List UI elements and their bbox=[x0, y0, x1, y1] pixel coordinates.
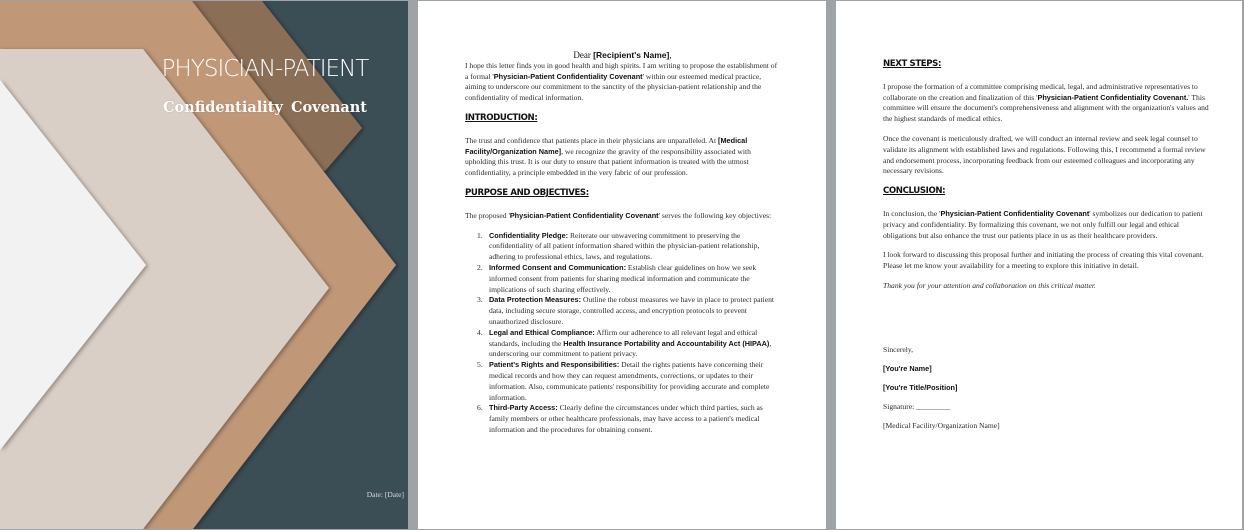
sender-organization: [Medical Facility/Organization Name] bbox=[883, 420, 1000, 430]
cover-date bbox=[367, 490, 404, 499]
objective-item bbox=[477, 263, 780, 295]
objectives-list bbox=[477, 231, 780, 436]
introduction-paragraph bbox=[465, 136, 780, 179]
conclusion-heading: CONCLUSION: bbox=[883, 186, 946, 197]
closing: Sincerely, bbox=[883, 344, 914, 354]
covenant-name: Physician-Patient Confidentiality Covenant bbox=[493, 71, 643, 81]
date-label: Date: bbox=[366, 490, 383, 499]
sender-name-row bbox=[883, 364, 1213, 375]
salutation-suffix: , bbox=[669, 50, 672, 60]
sender-name: [You're Name] bbox=[883, 363, 932, 373]
objective-title: Data Protection Measures: bbox=[489, 295, 582, 305]
covenant-name: Physician-Patient Confidentiality Covenant. bbox=[1037, 92, 1189, 102]
salutation-prefix: Dear bbox=[573, 50, 594, 60]
cover-title: PHYSICIAN-PATIENT bbox=[161, 56, 369, 82]
covenant-name: Physician-Patient Confidentiality Covenant bbox=[509, 210, 659, 220]
objective-item bbox=[477, 231, 780, 263]
text: In conclusion, the ' bbox=[883, 208, 941, 218]
cover-subtitle: Confidentiality Covenant bbox=[162, 99, 368, 116]
item-number: 5. bbox=[477, 360, 483, 370]
organization-name: [Medical Facility/Organization Name] bbox=[465, 135, 748, 156]
text: The proposed ' bbox=[465, 210, 510, 220]
purpose-paragraph bbox=[465, 211, 780, 222]
signature-row bbox=[883, 402, 1213, 413]
text: ' symbolizes our dedication to patient privacy and confidentiality. By formalizing this covenant, we not only fulfill our legal and ethical obligations but also enhance the trust our patients place in us as their healthcare providers. bbox=[883, 208, 1203, 240]
intro-paragraph bbox=[465, 61, 780, 104]
text: ' serves the following key objectives: bbox=[658, 210, 772, 220]
item-number: 6. bbox=[477, 403, 483, 413]
next-steps-paragraph-1 bbox=[883, 82, 1213, 125]
recipient-name: [Recipient's Name] bbox=[593, 50, 670, 60]
objective-text: Establish clear guidelines on how we seek informed consent from patients for sharing medical information and communicate the implications of such sharing effectively. bbox=[489, 262, 757, 294]
cover-page bbox=[0, 1, 408, 529]
letter-page-1 bbox=[418, 1, 826, 529]
objective-item bbox=[477, 328, 780, 360]
conclusion-paragraph-1 bbox=[883, 209, 1213, 241]
objective-text: Detail the rights patients have concerning their medical records and how they can request amendments, corrections, or updates to their information. Also, communicate patients' responsibility for providing accurate and complete information. bbox=[489, 360, 770, 402]
signature-line: _________ bbox=[916, 401, 951, 411]
date-value: [Date] bbox=[384, 490, 404, 499]
item-number: 3. bbox=[477, 295, 483, 305]
conclusion-paragraph-2: I look forward to discussing this proposal further and initiating the process of creating this vital covenant. Please let me know your availability for a meeting to explore this initiative in detail. bbox=[883, 250, 1204, 271]
text: ' This committee will ensure the document's comprehensiveness and alignment with the organization's values and the highest standards of medical ethics. bbox=[883, 92, 1209, 124]
page-1-body bbox=[465, 50, 780, 436]
salutation bbox=[465, 50, 780, 61]
objective-text: Affirm our adherence to all relevant legal and ethical standards, including the bbox=[489, 327, 758, 348]
covenant-name: Physician-Patient Confidentiality Covenant bbox=[940, 208, 1090, 218]
item-number: 2. bbox=[477, 262, 483, 272]
objective-text: Clearly define the circumstances under which third parties, such as family members or other healthcare professionals, may have access to a patient's medical information and the procedures for obtaining consent. bbox=[489, 403, 763, 434]
objective-title: Confidentiality Pledge: bbox=[489, 230, 569, 240]
text: The trust and confidence that patients place in their physicians are unparalleled. At bbox=[465, 135, 719, 145]
next-steps-heading: NEXT STEPS: bbox=[883, 59, 941, 69]
introduction-heading: INTRODUCTION: bbox=[465, 112, 538, 123]
objective-title: Legal and Ethical Compliance: bbox=[489, 327, 595, 337]
closing-thanks: Thank you for your attention and collaboration on this critical matter. bbox=[883, 280, 1096, 290]
purpose-heading: PURPOSE AND OBJECTIVES: bbox=[465, 187, 589, 198]
text: ' within our esteemed medical practice, aiming to underscore our commitment to the sanctity of the physician-patient relationship and the confidentiality of medical information. bbox=[465, 71, 762, 103]
objective-text: Outline the robust measures we have in place to protect patient data, including secure storage, controlled access, and encryption protocols to prevent unauthorized disclosure. bbox=[489, 295, 775, 326]
next-steps-paragraph-2: Once the covenant is meticulously drafted, we will conduct an internal review and seek legal counsel to validate its alignment with established laws and regulations. Following this, I recommend a formal review and endorsement process, incorporating feedback from our esteemed colleagues and incorporating any necessary revisions. bbox=[883, 133, 1206, 176]
objective-title: Patient's Rights and Responsibilities: bbox=[489, 360, 620, 370]
signature-block bbox=[883, 345, 1213, 432]
sender-title: [You're Title/Position] bbox=[883, 382, 958, 392]
letter-page-2 bbox=[836, 1, 1242, 529]
hipaa-reference: Health Insurance Portability and Accountability Act (HIPAA) bbox=[563, 338, 770, 348]
objective-item bbox=[477, 360, 780, 403]
item-number: 1. bbox=[477, 230, 483, 240]
objective-item bbox=[477, 295, 780, 327]
sender-title-row bbox=[883, 383, 1213, 394]
signature-label: Signature: bbox=[883, 401, 915, 411]
item-number: 4. bbox=[477, 327, 483, 337]
text: , we recognize the gravity of the responsibility associated with upholding this trust. It is our duty to ensure that patient information is treated with the utmost confidentiality, a principle embedded in the very fabric of our profession. bbox=[465, 146, 751, 178]
objective-title: Third-Party Access: bbox=[489, 403, 558, 413]
text: I hope this letter finds you in good health and high spirits. I am writing to propose the establishment of a formal ' bbox=[465, 60, 778, 81]
objective-title: Informed Consent and Communication: bbox=[489, 262, 627, 272]
text: I propose the formation of a committee comprising medical, legal, and administrative representatives to collaborate on the creation and finalization of this ' bbox=[883, 81, 1198, 102]
objective-text: , underscoring our commitment to patient privacy. bbox=[489, 338, 772, 359]
objective-item bbox=[477, 403, 780, 435]
objective-text: Reiterate our unwavering commitment to preserving the confidentiality of all patient information shared within the physician-patient relationship, adhering to professional ethics, laws, and regulations. bbox=[489, 230, 760, 262]
page-2-body bbox=[883, 59, 1213, 440]
